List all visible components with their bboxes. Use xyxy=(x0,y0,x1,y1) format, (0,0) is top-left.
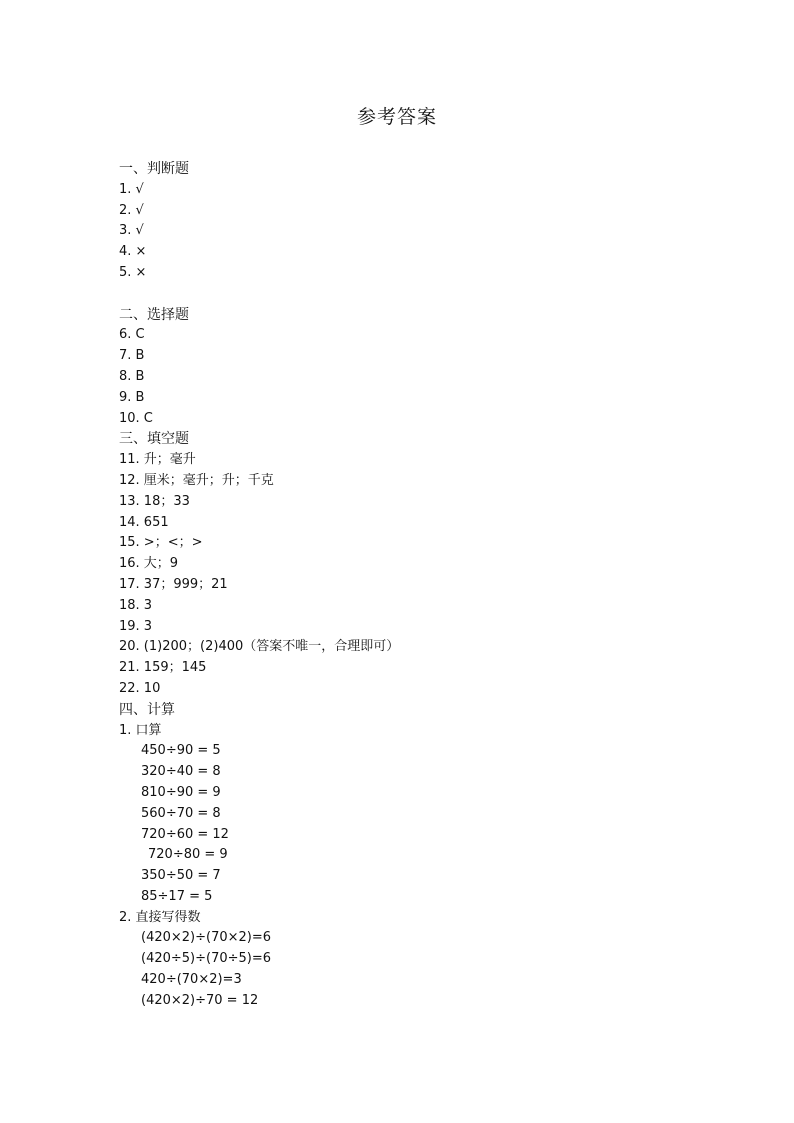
subsection-label-direct-answer: 2. 直接写得数 xyxy=(119,909,201,925)
answer-item: 20. (1)200；(2)400（答案不唯一，合理即可） xyxy=(119,639,400,655)
answer-item: 10. C xyxy=(119,410,153,426)
calc-item: 85÷17 = 5 xyxy=(141,888,213,904)
answer-item: 4. × xyxy=(119,244,147,260)
answer-item: 5. × xyxy=(119,264,147,280)
answer-item: 9. B xyxy=(119,389,145,405)
calc-item: (420÷5)÷(70÷5)=6 xyxy=(141,951,272,967)
section-heading-choice: 二、选择题 xyxy=(119,306,189,323)
section-heading-fill-blank: 三、填空题 xyxy=(119,431,189,448)
answer-item: 16. 大；9 xyxy=(119,556,179,572)
answer-item: 2. √ xyxy=(119,202,144,218)
answer-item: 12. 厘米；毫升；升；千克 xyxy=(119,472,274,488)
section-heading-judgment: 一、判断题 xyxy=(119,161,189,177)
answer-item: 17. 37；999；21 xyxy=(119,576,228,592)
answer-item: 21. 159；145 xyxy=(119,660,207,676)
calc-item: 720÷80 = 9 xyxy=(148,847,228,863)
answer-item: 14. 651 xyxy=(119,514,169,530)
page-title: 参考答案 xyxy=(356,106,437,128)
section-spacer xyxy=(119,284,719,305)
answer-item: 11. 升；毫升 xyxy=(119,452,196,468)
calc-item: (420×2)÷(70×2)=6 xyxy=(141,930,272,946)
answer-item: 1. √ xyxy=(119,181,144,197)
answer-item: 15. >；<；> xyxy=(119,535,203,551)
answer-item: 3. √ xyxy=(119,223,144,239)
calc-item: 420÷(70×2)=3 xyxy=(141,972,242,988)
section-heading-calculation: 四、计算 xyxy=(119,701,175,718)
answer-item: 8. B xyxy=(119,368,145,384)
subsection-label-mental-math: 1. 口算 xyxy=(119,722,162,738)
answer-item: 22. 10 xyxy=(119,680,161,696)
calc-item: 810÷90 = 9 xyxy=(141,784,221,800)
calc-item: 450÷90 = 5 xyxy=(141,743,221,759)
calc-item: 560÷70 = 8 xyxy=(141,805,221,821)
calc-item: 720÷60 = 12 xyxy=(141,826,229,842)
answer-item: 6. C xyxy=(119,327,145,343)
calc-item: 350÷50 = 7 xyxy=(141,868,221,884)
calc-item: 320÷40 = 8 xyxy=(141,764,221,780)
calc-item: (420×2)÷70 = 12 xyxy=(141,992,259,1008)
answer-content xyxy=(119,159,719,1012)
answer-item: 7. B xyxy=(119,348,145,364)
answer-item: 13. 18；33 xyxy=(119,493,190,509)
answer-item: 19. 3 xyxy=(119,618,153,634)
answer-item: 18. 3 xyxy=(119,597,153,613)
